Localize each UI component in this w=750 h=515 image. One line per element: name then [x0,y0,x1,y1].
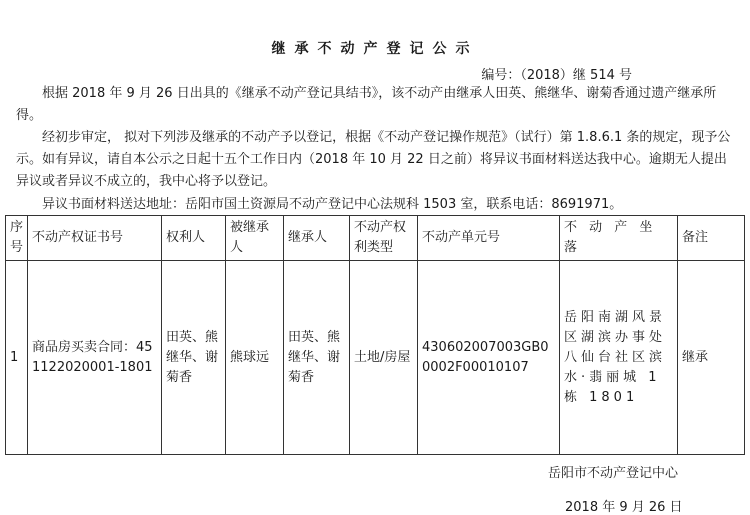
table-header-row [6,216,745,261]
signature-date: 2018 年 9 月 26 日 [565,500,683,515]
header-location: 不 动 产 坐 落 [560,216,678,261]
cell-remark: 继承 [678,261,745,455]
header-heirs: 继承人 [284,216,350,261]
cell-unit-no: 430602007003GB00002F00010107 [418,261,560,455]
paragraph-objection-address: 异议书面材料送达地址：岳阳市国土资源局不动产登记中心法规科 1503 室，联系电话：8691971。 [42,197,623,212]
paragraph-review-notice: 经初步审定， 拟对下列涉及继承的不动产予以登记，根据《不动产登记操作规范》（试行）第 1.8.6.1 条的规定，现予公示。如有异议，请自本公示之日起十五个工作日内（2018 年 10 月 22 日之前）将异议书面材料送达我中心。逾期无人提出异议或者异议不成立的，我中心将予以登记。 [16,130,731,189]
cell-right-type: 土地/房屋 [350,261,418,455]
header-decedent: 被继承人 [226,216,284,261]
cell-seq: 1 [6,261,28,455]
cell-location: 岳阳南湖风景区湖滨办事处八仙台社区滨水·翡丽城 1 栋 1801 [560,261,678,455]
cell-heirs: 田英、熊继华、谢菊香 [284,261,350,455]
header-seq: 序号 [6,216,28,261]
header-cert: 不动产权证书号 [28,216,162,261]
paragraph-inheritance-basis: 根据 2018 年 9 月 26 日出具的《继承不动产登记具结书》，该不动产由继承人田英、熊继华、谢菊香通过遗产继承所得。 [16,86,717,123]
cell-decedent: 熊球远 [226,261,284,455]
header-remark: 备注 [678,216,745,261]
document-number: 编号：（2018）继 514 号 [481,68,632,83]
table-row [6,261,745,455]
cell-owner: 田英、熊继华、谢菊香 [162,261,226,455]
header-right-type: 不动产权利类型 [350,216,418,261]
cell-cert: 商品房买卖合同：451122020001-1801 [28,261,162,455]
header-owner: 权利人 [162,216,226,261]
registration-table [5,215,745,455]
signature-organization: 岳阳市不动产登记中心 [548,466,679,481]
header-unit-no: 不动产单元号 [418,216,560,261]
document-title: 继承不动产登记公示 [271,41,479,57]
